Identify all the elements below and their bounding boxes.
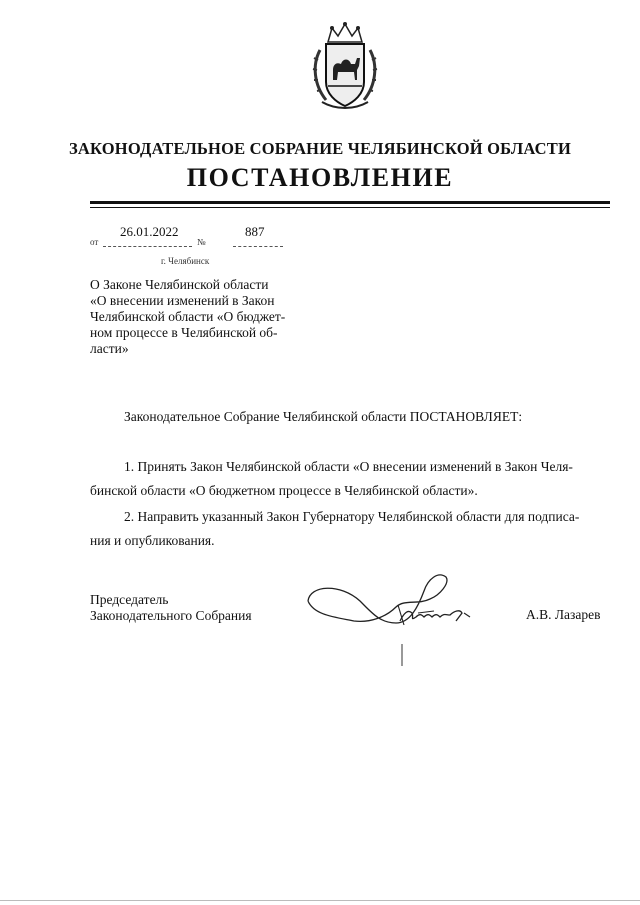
header-divider-thick (90, 201, 610, 204)
subject-line: О Законе Челябинской области (90, 277, 269, 292)
handwritten-signature-icon (300, 565, 500, 645)
resolution-preamble: Законодательное Собрание Челябинской области ПОСТАНОВЛЯЕТ: (124, 409, 523, 424)
signatory-title-line: Законодательного Собрания (90, 608, 252, 623)
signatory-title-line: Председатель (90, 592, 169, 607)
resolution-item-2 (90, 505, 610, 553)
number-field-line (233, 246, 283, 247)
organization-title: ЗАКОНОДАТЕЛЬНОЕ СОБРАНИЕ ЧЕЛЯБИНСКОЙ ОБЛАСТИ (68, 139, 572, 158)
paragraph-line: 2. Направить указанный Закон Губернатору Челябинской области для подписа- (124, 509, 580, 524)
number-prefix: № (197, 237, 206, 247)
paragraph-line: ния и опубликования. (90, 533, 215, 548)
subject-line: Челябинской области «О бюджет- (90, 309, 286, 324)
city-label: г. Челябинск (161, 256, 210, 266)
subject-line: ном процессе в Челябинской об- (90, 325, 278, 340)
signatory-title (90, 592, 252, 624)
document-type: ПОСТАНОВЛЕНИЕ (186, 163, 454, 192)
subject-line: «О внесении изменений в Закон (90, 293, 275, 308)
subject-line: ласти» (90, 341, 129, 356)
date-prefix: от (90, 237, 99, 247)
header-divider-thin (90, 207, 610, 208)
document-number: 887 (245, 224, 265, 239)
document-date: 26.01.2022 (120, 224, 179, 239)
resolution-item-1 (90, 455, 610, 503)
date-field-line (103, 246, 192, 247)
paragraph-line: 1. Принять Закон Челябинской области «О внесении изменений в Закон Челя- (124, 459, 573, 474)
coat-of-arms-icon (306, 20, 384, 110)
signatory-name: А.В. Лазарев (526, 607, 601, 622)
page-bottom-edge (0, 900, 640, 901)
document-subject (90, 277, 300, 357)
paragraph-line: бинской области «О бюджетном процессе в Челябинской области». (90, 483, 478, 498)
scan-artifact-mark (401, 644, 403, 666)
